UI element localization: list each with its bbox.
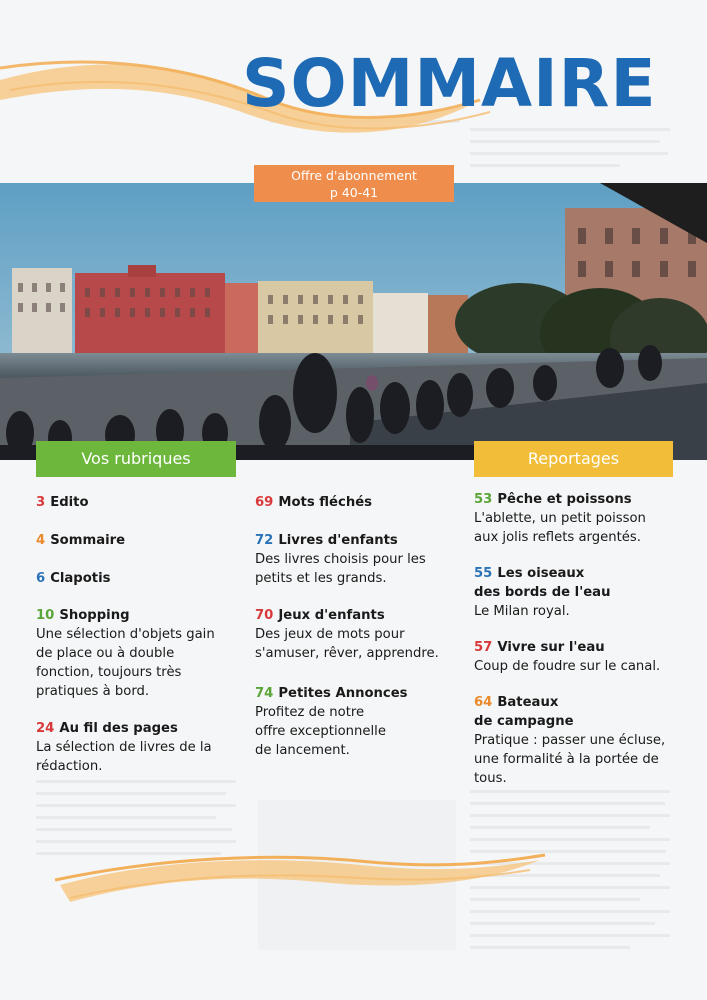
page-number: 3 [36,495,46,510]
entry-title: Au fil des pages [59,721,178,736]
toc-entry-au-fil-des-pages[interactable] [36,719,246,776]
toc-entry-jeux-denfants[interactable] [255,606,465,663]
bottom-swoosh-decoration [0,840,707,920]
entry-description-line: Le Milan royal. [474,604,570,619]
page-number: 57 [474,640,493,655]
entry-description-line: s'amuser, rêver, apprendre. [255,646,439,661]
offer-line-1: Offre d'abonnement [291,168,417,183]
entry-description-line: Une sélection d'objets gain [36,627,215,642]
toc-entry-livres-denfants[interactable] [255,531,465,588]
venice-canal-photo [0,183,707,460]
entry-title: Jeux d'enfants [278,608,385,623]
entry-title: Les oiseaux [497,566,585,581]
entry-title: Pêche et poissons [497,492,632,507]
entry-title: Petites Annonces [278,686,408,701]
entry-description-line: de lancement. [255,743,350,758]
entry-description-line: Profitez de notre [255,705,365,720]
toc-entry-bateaux-de-campagne[interactable] [474,693,699,788]
toc-entry-petites-annonces[interactable] [255,684,465,760]
offer-line-2: p 40-41 [329,185,379,200]
section-tab-reportages: Reportages [474,441,673,477]
entry-title: Vivre sur l'eau [497,640,605,655]
entry-description-line: Des jeux de mots pour [255,627,405,642]
page-number: 74 [255,686,274,701]
entry-title: Shopping [59,608,130,623]
entry-title-line-2: des bords de l'eau [474,585,611,600]
toc-entry-mots-fleches[interactable] [255,493,465,512]
toc-entry-peche-et-poissons[interactable] [474,490,699,547]
page-number: 70 [255,608,274,623]
entry-description-line: de place ou à double [36,646,175,661]
entry-title: Livres d'enfants [278,533,398,548]
entry-description-line: fonction, toujours très [36,665,182,680]
page-number: 69 [255,495,274,510]
entry-title: Mots fléchés [278,495,373,510]
page-title: SOMMAIRE [242,45,657,122]
page-number: 6 [36,571,46,586]
entry-description-line: Des livres choisis pour les [255,552,426,567]
entry-description-line: La sélection de livres de la [36,740,212,755]
toc-entry-shopping[interactable] [36,606,246,701]
toc-entry-clapotis[interactable] [36,569,246,588]
page-number: 55 [474,566,493,581]
entry-description-line: tous. [474,771,507,786]
page-number: 24 [36,721,55,736]
entry-description-line: petits et les grands. [255,571,387,586]
entry-description-line: offre exceptionnelle [255,724,386,739]
section-tab-rubriques: Vos rubriques [36,441,236,477]
entry-description-line: une formalité à la portée de [474,752,659,767]
subscription-offer-banner[interactable] [254,165,454,202]
toc-entry-les-oiseaux[interactable] [474,564,699,621]
page-number: 53 [474,492,493,507]
toc-entry-sommaire[interactable] [36,531,246,550]
entry-title-line-2: de campagne [474,714,574,729]
page-number: 72 [255,533,274,548]
page-number: 10 [36,608,55,623]
entry-description-line: rédaction. [36,759,103,774]
entry-title: Bateaux [497,695,559,710]
page-number: 4 [36,533,46,548]
entry-title: Clapotis [50,571,111,586]
entry-description-line: Pratique : passer une écluse, [474,733,666,748]
toc-entry-vivre-sur-leau[interactable] [474,638,699,676]
entry-description-line: pratiques à bord. [36,684,150,699]
page-number: 64 [474,695,493,710]
entry-description-line: L'ablette, un petit poisson [474,511,646,526]
entry-description-line: Coup de foudre sur le canal. [474,659,661,674]
entry-description-line: aux jolis reflets argentés. [474,530,641,545]
toc-entry-edito[interactable] [36,493,246,512]
entry-title: Sommaire [50,533,126,548]
entry-title: Edito [50,495,89,510]
